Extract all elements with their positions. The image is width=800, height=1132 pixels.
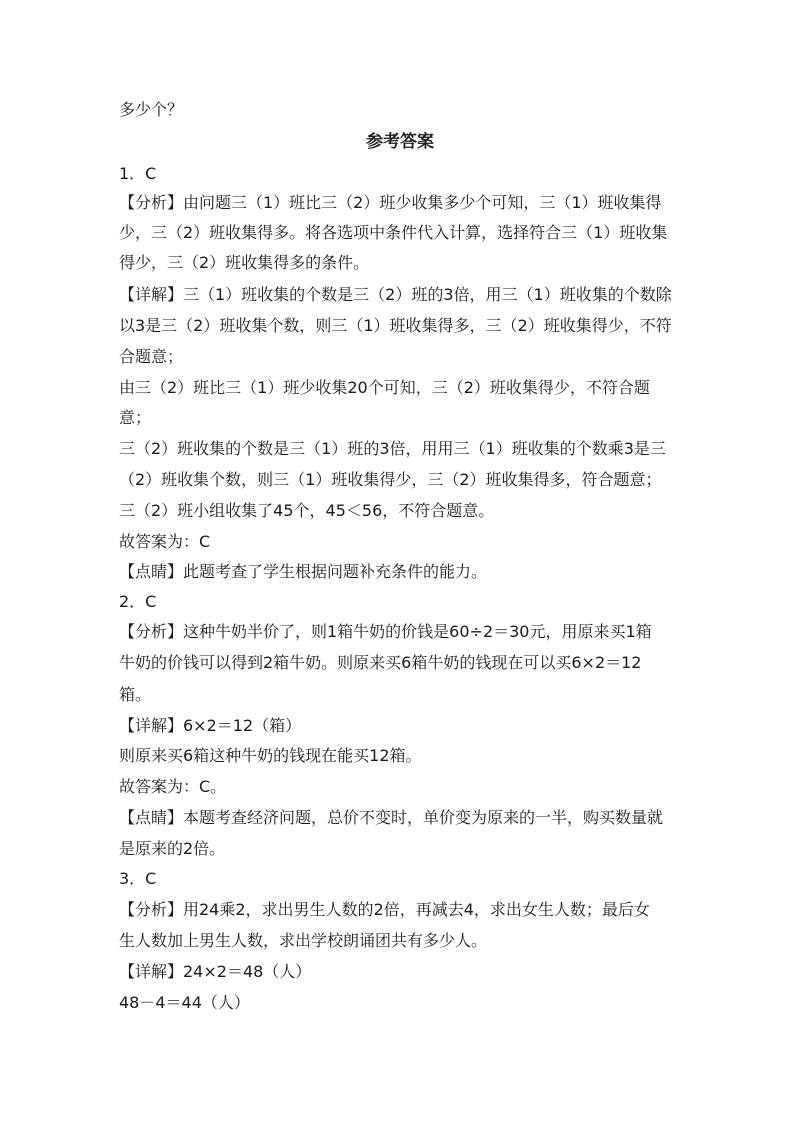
text-line: 故答案为：C。 [119, 777, 227, 796]
text-line: 生人数加上男生人数，求出学校朗诵团共有多少人。 [119, 931, 488, 950]
text-line: 三（2）班收集的个数是三（1）班的3倍，用用三（1）班收集的个数乘3是三 [119, 439, 666, 458]
text-line: 是原来的2倍。 [119, 839, 226, 858]
text-line: 【点睛】此题考查了学生根据问题补充条件的能力。 [119, 562, 488, 581]
text-line: 【点睛】本题考查经济问题，总价不变时，单价变为原来的一半，购买数量就 [119, 808, 664, 827]
text-line: （2）班收集个数，则三（1）班收集得少，三（2）班收集得多，符合题意； [119, 470, 662, 489]
text-line: 【分析】由问题三（1）班比三（2）班少收集多少个可知，三（1）班收集得 [119, 193, 662, 212]
text-line: 三（2）班小组收集了45个，45＜56，不符合题意。 [119, 501, 495, 520]
text-line: 意； [119, 408, 152, 427]
text-line: 则原来买6箱这种牛奶的钱现在能买12箱。 [119, 746, 422, 765]
text-line: 故答案为：C [119, 532, 211, 551]
section-title: 参考答案 [366, 132, 434, 152]
text-line: 以3是三（2）班收集个数，则三（1）班收集得多，三（2）班收集得少，不符 [119, 316, 672, 335]
text-line: 【详解】24×2＝48（人） [119, 962, 312, 981]
text-line: 【详解】三（1）班收集的个数是三（2）班的3倍，用三（1）班收集的个数除 [119, 285, 672, 304]
text-line: 牛奶的价钱可以得到2箱牛奶。则原来买6箱牛奶的钱现在可以买6×2＝12 [119, 653, 642, 672]
text-line: 48－4＝44（人） [119, 993, 250, 1012]
text-line: 【分析】这种牛奶半价了，则1箱牛奶的价钱是60÷2＝30元，用原来买1箱 [119, 622, 652, 641]
answer-number: 3．C [119, 869, 157, 888]
text-line: 合题意； [119, 347, 184, 366]
answer-number: 1．C [119, 164, 157, 183]
text-line: 【分析】用24乘2，求出男生人数的2倍，再减去4，求出女生人数；最后女 [119, 900, 650, 919]
text-line: 得少，三（2）班收集得多的条件。 [119, 253, 370, 272]
text-line: 由三（2）班比三（1）班少收集20个可知，三（2）班收集得少，不符合题 [119, 378, 650, 397]
text-line: 箱。 [119, 685, 152, 704]
text-line: 少，三（2）班收集得多。将各选项中条件代入计算，选择符合三（1）班收集 [119, 223, 668, 242]
text-line: 【详解】6×2＝12（箱） [119, 716, 302, 735]
answer-number: 2．C [119, 592, 157, 611]
text-line: 多少个？ [119, 100, 184, 119]
